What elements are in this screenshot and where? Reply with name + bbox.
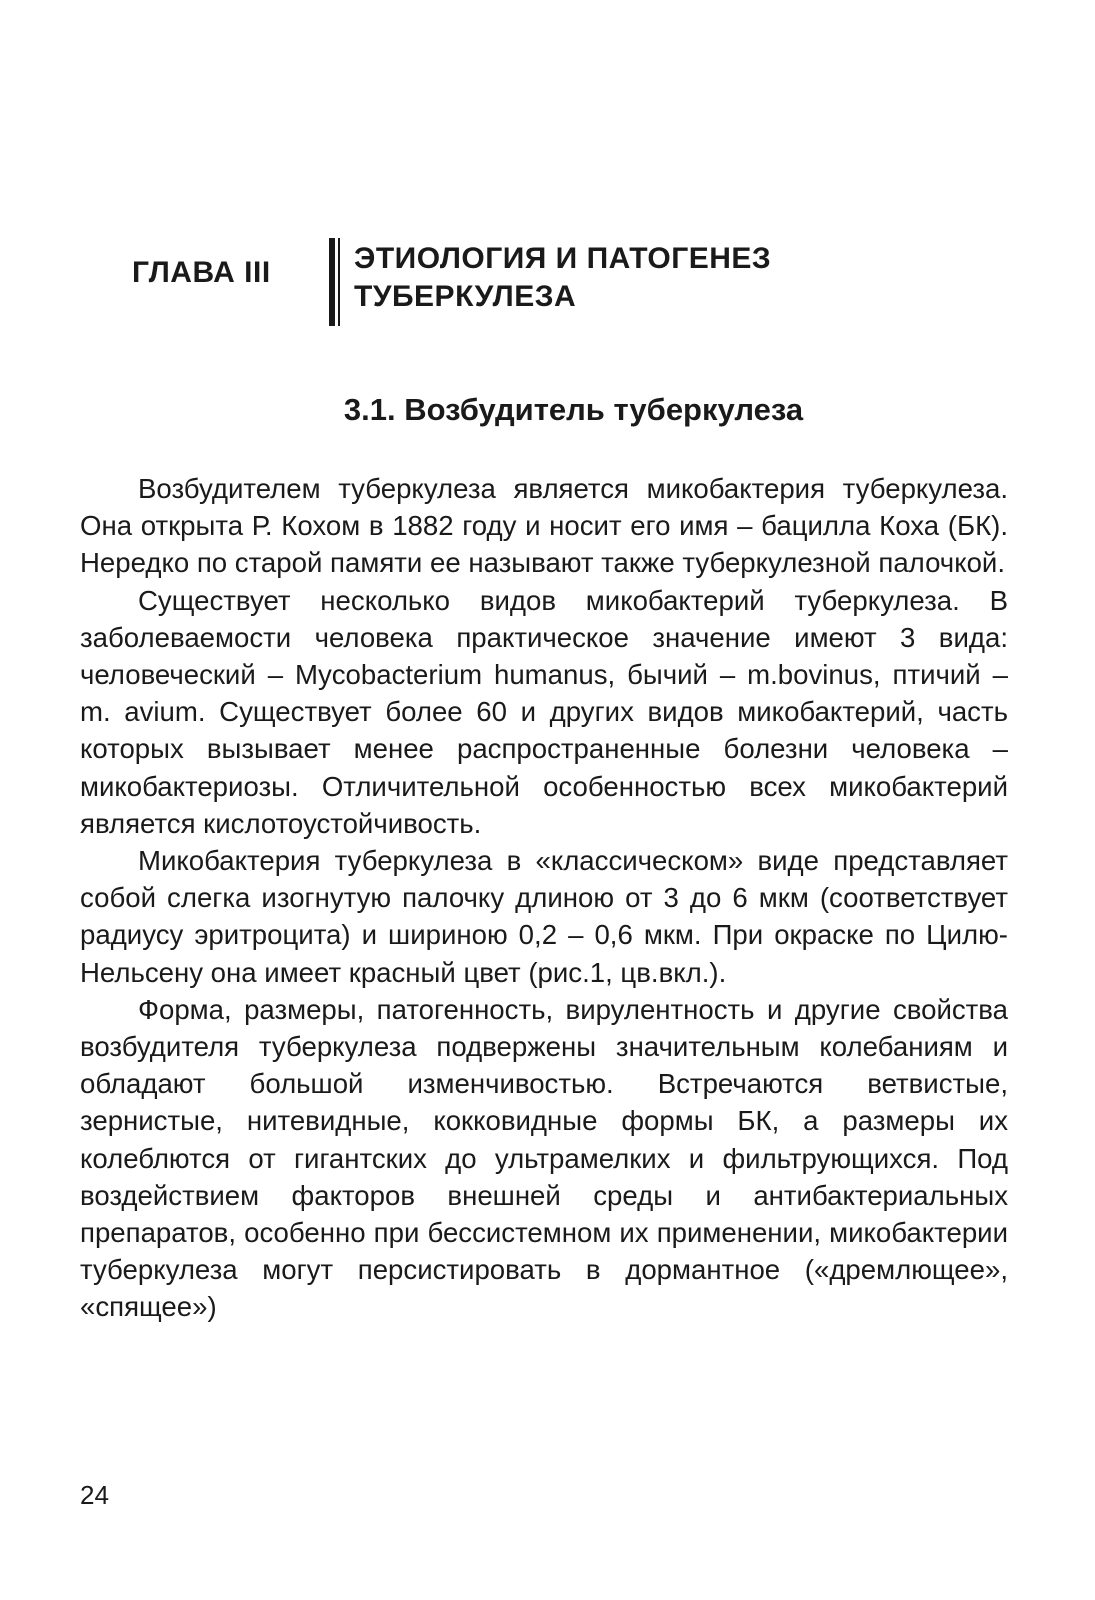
chapter-header — [132, 238, 1012, 328]
divider-bar-thick — [329, 238, 335, 326]
paragraph: Возбудителем туберкулеза является микобактерия туберкулеза. Она открыта Р. Кохом в 1882 году и носит его имя – бацилла Коха (БК). Нередко по старой памяти ее называют также туберкулезной палочкой. — [80, 473, 1008, 579]
chapter-title — [354, 240, 771, 316]
chapter-title-line-1: ЭТИОЛОГИЯ И ПАТОГЕНЕЗ — [354, 242, 772, 275]
body-text — [80, 470, 1008, 1326]
paragraph: Микобактерия туберкулеза в «классическом» виде представляет собой слегка изогнутую палочку длиною от 3 до 6 мкм (соответствует радиусу эритроцита) и шириною 0,2 – 0,6 мкм. При окраске по Цилю-Нельсену она имеет красный цвет (рис.1, цв.вкл.). — [80, 845, 1008, 988]
divider-bar-thin — [338, 238, 340, 326]
paragraph: Форма, размеры, патогенность, вирулентность и другие свойства возбудителя туберкулеза подвержены значительным колебаниям и обладают большой изменчивостью. Встречаются ветвистые, зернистые, нитевидные, кокковидные формы БК, а размеры их колеблются от гигантских до ультрамелких и фильтрующихся. Под воздействием факторов внешней среды и антибактериальных препаратов, особенно при бессистемном их применении, микобактерии туберкулеза могут персистировать в дормантное («дремлющее», «спящее») — [80, 993, 1008, 1323]
chapter-title-line-2: ТУБЕРКУЛЕЗА — [354, 280, 577, 313]
chapter-label: ГЛАВА III — [132, 256, 271, 289]
page-number: 24 — [80, 1480, 109, 1510]
section-title: 3.1. Возбудитель туберкулеза — [343, 392, 804, 427]
paragraph: Существует несколько видов микобактерий туберкулеза. В заболеваемости человека практическое значение имеют 3 вида: человеческий – Mycobacterium humanus, бычий – m.bovinus, птичий – m. avium. Существует более 60 и других видов микобактерий, часть которых вызывает менее распространенные болезни человека – микобактериозы. Отличительной особенностью всех микобактерий является кислотоустойчивость. — [80, 584, 1008, 839]
chapter-divider-bars — [329, 238, 343, 326]
